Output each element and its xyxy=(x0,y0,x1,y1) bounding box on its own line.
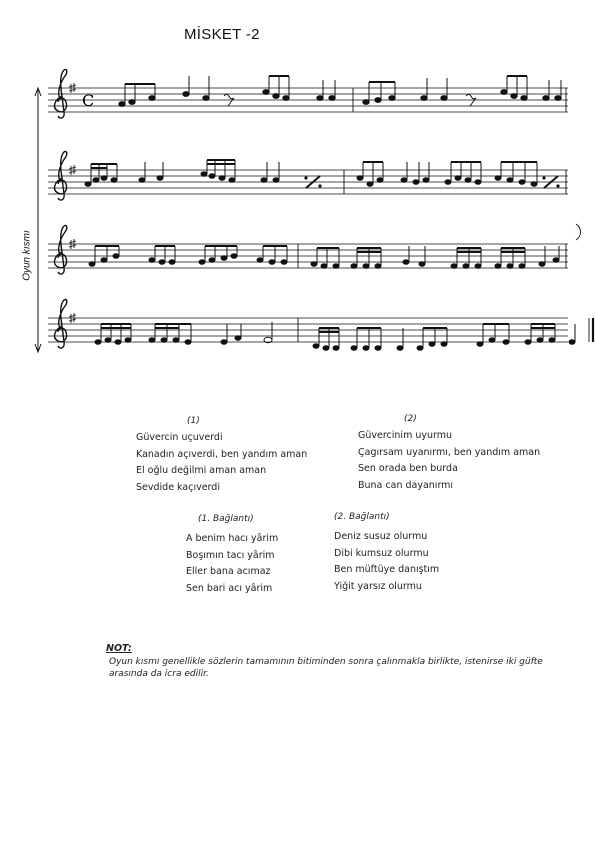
verse-1 xyxy=(136,430,307,496)
verse-line: Deniz susuz olurmu xyxy=(334,531,428,542)
staff-2 xyxy=(48,151,568,200)
svg-text:C: C xyxy=(82,91,95,110)
verse-line: Sevdide kaçıverdi xyxy=(136,481,220,493)
verse-line: Dibi kumsuz olurmu xyxy=(334,547,429,559)
note-label: NOT: xyxy=(106,643,132,654)
verse-2-number: (2) xyxy=(404,414,417,424)
verse-2 xyxy=(358,428,540,494)
verse-line: El oğlu değilmi aman aman xyxy=(136,465,267,476)
verse-line: Yiğit yarsız olurmu xyxy=(334,580,422,592)
verse-line: Ben müftüye danıştım xyxy=(334,564,440,575)
baglanti-1-header: (1. Bağlantı) xyxy=(198,514,254,524)
staff-4 xyxy=(48,299,593,350)
music-score xyxy=(0,0,595,380)
baglanti-2-header: (2. Bağlantı) xyxy=(334,512,390,522)
verse-line: Sen orada ben burda xyxy=(358,463,458,474)
verse-1-number: (1) xyxy=(187,416,200,426)
verse-line: Çagırsam uyanırmı, ben yandım aman xyxy=(358,446,541,458)
verse-line: Güvercinim uyurmu xyxy=(358,430,453,441)
verse-line: Sen bari acı yârim xyxy=(186,582,273,594)
baglanti-1 xyxy=(186,531,278,597)
note-text: Oyun kısmı genellikle sözlerin tamamının bitiminden sonra çalınmakla birlikte, istenirse iki güfte arasında da icra edilir. xyxy=(109,657,543,679)
verse-line: Güvercin uçuverdi xyxy=(136,432,223,443)
staff-3 xyxy=(48,224,581,274)
page-title: MİSKET -2 xyxy=(184,26,260,43)
side-label: Oyun kısmı xyxy=(21,230,33,281)
verse-line: Buna can dayanırmı xyxy=(358,479,454,491)
verse-line: Eller bana acımaz xyxy=(186,566,271,577)
verse-line: A benim hacı yârim xyxy=(186,533,279,544)
verse-line: Boşımın tacı yârim xyxy=(186,549,275,561)
verse-line: Kanadın açıverdi, ben yandım aman xyxy=(136,448,308,460)
staff-1 xyxy=(48,69,568,118)
baglanti-2 xyxy=(334,529,439,595)
